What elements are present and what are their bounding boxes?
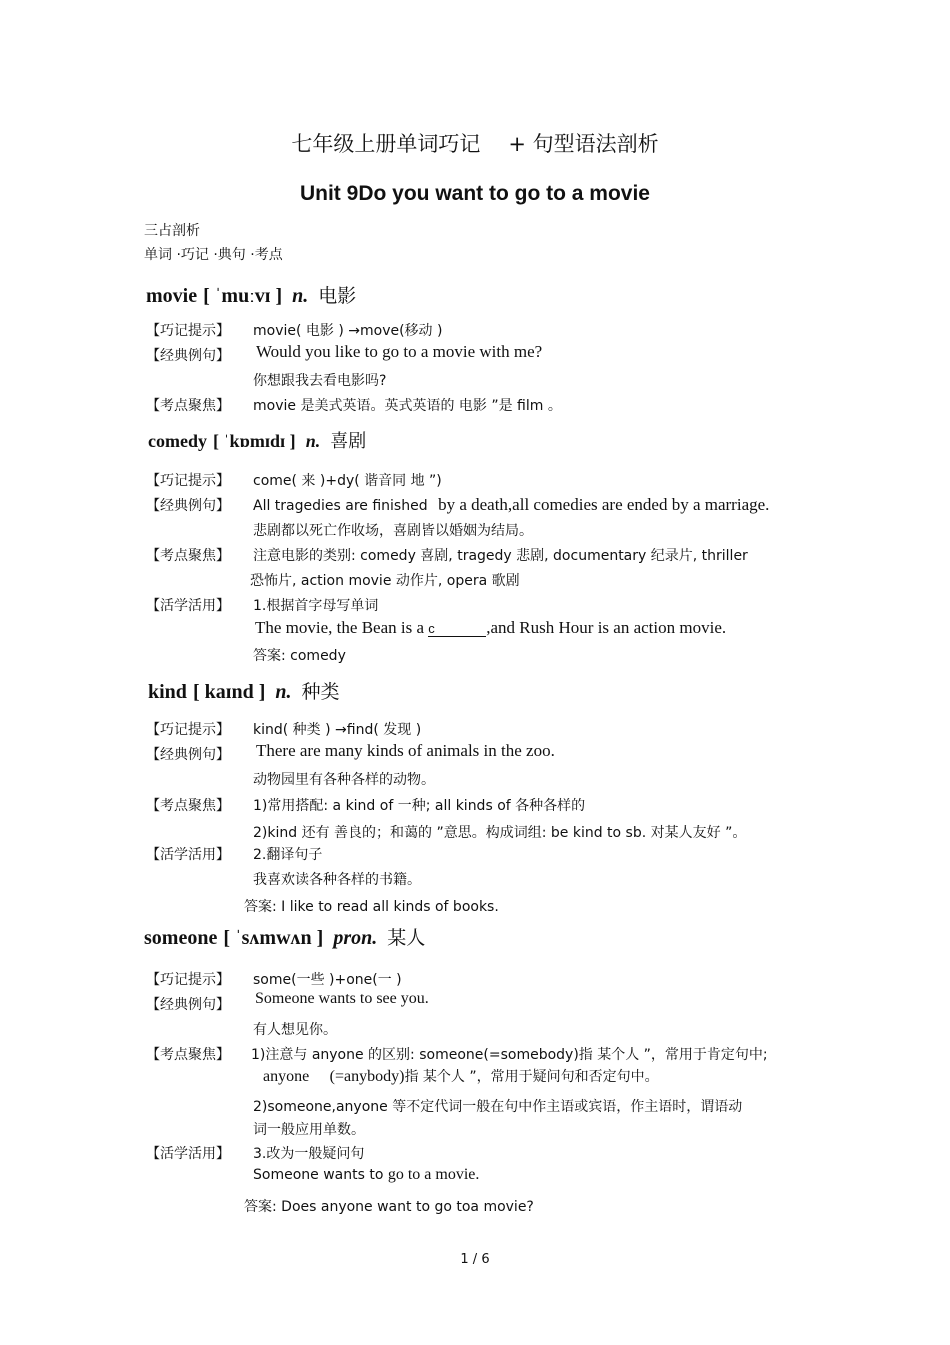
label-practice: 【活学活用】 bbox=[146, 847, 230, 863]
someone-focus-1: 1)注意与 anyone 的区别: someone(=somebody)指 某个人 ”，常用于肯定句中; bbox=[251, 1047, 768, 1063]
intro-line-1: 三占剖析 bbox=[144, 223, 200, 239]
practice-b: go to a movie. bbox=[387, 1166, 480, 1183]
comedy-tip: come( 来 )+dy( 谐音同 地 ”) bbox=[253, 473, 442, 489]
comedy-example-b: by a death,all comedies are ended by a marriage. bbox=[438, 495, 770, 514]
title-plus: + 句型语法剖析 bbox=[508, 132, 659, 156]
comedy-focus-1: 注意电影的类别: comedy 喜剧, tragedy 悲剧, documentary 纪录片, thriller bbox=[253, 548, 748, 564]
label-example: 【经典例句】 bbox=[146, 348, 230, 364]
focus-anybody: (=anybody) bbox=[329, 1068, 405, 1085]
comedy-focus-2: 恐怖片, action movie 动作片, opera 歌剧 bbox=[250, 573, 520, 589]
word-pos: pron. bbox=[333, 927, 378, 949]
comedy-practice-1: 1.根据首字母写单词 bbox=[253, 598, 379, 614]
word-head: comedy bbox=[148, 431, 207, 451]
title-main: 七年级上册单词巧记 bbox=[291, 132, 481, 156]
comedy-example bbox=[253, 495, 769, 515]
kind-example-en: There are many kinds of animals in the zoo. bbox=[256, 741, 555, 760]
movie-focus: movie 是美式英语。英式英语的 电影 ”是 film 。 bbox=[253, 398, 562, 414]
unit-title: Unit 9Do you want to go to a movie bbox=[299, 182, 650, 205]
someone-example-en: Someone wants to see you. bbox=[255, 990, 429, 1007]
word-meaning: 某人 bbox=[387, 927, 426, 949]
document-title bbox=[0, 128, 950, 158]
label-focus: 【考点聚焦】 bbox=[146, 1047, 230, 1063]
label-practice: 【活学活用】 bbox=[146, 598, 230, 614]
label-tip: 【巧记提示】 bbox=[146, 473, 230, 489]
kind-practice-2: 我喜欢读各种各样的书籍。 bbox=[253, 872, 421, 888]
label-focus: 【考点聚焦】 bbox=[146, 548, 230, 564]
focus-rest: 指 某个人 ”，常用于疑问句和否定句中。 bbox=[404, 1069, 659, 1085]
word-meaning: 电影 bbox=[318, 285, 357, 307]
label-example: 【经典例句】 bbox=[146, 997, 230, 1013]
word-pos: n. bbox=[292, 285, 309, 307]
kind-tip: kind( 种类 ) →find( 发现 ) bbox=[253, 722, 422, 738]
kind-example-cn: 动物园里有各种各样的动物。 bbox=[253, 772, 435, 788]
someone-focus-2 bbox=[263, 1066, 659, 1086]
word-phonetic: [ kaɪnd ] bbox=[192, 681, 266, 703]
kind-practice-1: 2.翻译句子 bbox=[253, 847, 323, 863]
label-practice: 【活学活用】 bbox=[146, 1146, 230, 1162]
kind-answer: 答案: I like to read all kinds of books. bbox=[244, 899, 499, 915]
label-tip: 【巧记提示】 bbox=[146, 722, 230, 738]
movie-example-en: Would you like to go to a movie with me? bbox=[256, 342, 543, 361]
intro-line-2: 单词 ·巧记 ·典句 ·考点 bbox=[144, 247, 283, 263]
movie-tip: movie( 电影 ) →move(移动 ) bbox=[253, 323, 443, 339]
word-heading-someone bbox=[144, 923, 425, 950]
word-phonetic: [ ˈsʌmwʌn ] bbox=[223, 927, 324, 949]
word-pos: n. bbox=[275, 681, 292, 703]
word-pos: n. bbox=[305, 431, 321, 451]
practice-a: Someone wants to bbox=[253, 1167, 384, 1183]
label-tip: 【巧记提示】 bbox=[146, 972, 230, 988]
word-heading-kind bbox=[148, 677, 340, 704]
someone-example-cn: 有人想见你。 bbox=[253, 1022, 337, 1038]
word-phonetic: [ ˈmuːvɪ ] bbox=[203, 285, 283, 307]
comedy-example-a: All tragedies are finished bbox=[253, 498, 428, 514]
word-head: someone bbox=[144, 927, 218, 949]
someone-focus-3: 2)someone,anyone 等不定代词一般在句中作主语或宾语，作主语时，谓语动 bbox=[253, 1099, 743, 1115]
someone-practice-sentence bbox=[253, 1166, 479, 1184]
comedy-example-cn: 悲剧都以死亡作收场，喜剧皆以婚姻为结局。 bbox=[253, 523, 533, 539]
focus-anyone: anyone bbox=[263, 1068, 310, 1085]
word-meaning: 种类 bbox=[301, 681, 340, 703]
movie-example-cn: 你想跟我去看电影吗? bbox=[253, 373, 387, 389]
word-head: kind bbox=[148, 681, 187, 703]
page-number: 1 / 6 bbox=[460, 1252, 490, 1267]
label-tip: 【巧记提示】 bbox=[146, 323, 230, 339]
word-phonetic: [ ˈkɒmɪdɪ ] bbox=[212, 431, 296, 451]
practice-sentence-a: The movie, the Bean is a bbox=[255, 618, 425, 637]
word-meaning: 喜剧 bbox=[330, 431, 367, 452]
word-heading-movie bbox=[146, 281, 356, 308]
someone-answer: 答案: Does anyone want to go toa movie? bbox=[244, 1199, 534, 1215]
someone-focus-4: 词一般应用单数。 bbox=[253, 1122, 365, 1138]
comedy-answer: 答案: comedy bbox=[253, 648, 346, 664]
practice-sentence-b: ,and Rush Hour is an action movie. bbox=[486, 618, 727, 637]
kind-focus-2: 2)kind 还有 善良的；和蔼的 ”意思。构成词组: be kind to sb. 对某人友好 ”。 bbox=[253, 825, 747, 841]
kind-focus-1: 1)常用搭配: a kind of 一种; all kinds of 各种各样的 bbox=[253, 798, 586, 814]
label-example: 【经典例句】 bbox=[146, 498, 230, 514]
answer-blank[interactable]: c bbox=[428, 621, 486, 637]
label-focus: 【考点聚焦】 bbox=[146, 798, 230, 814]
word-heading-comedy bbox=[148, 427, 366, 453]
word-head: movie bbox=[146, 285, 198, 307]
someone-practice-1: 3.改为一般疑问句 bbox=[253, 1146, 365, 1162]
someone-tip: some(一些 )+one(一 ) bbox=[253, 972, 402, 988]
label-focus: 【考点聚焦】 bbox=[146, 398, 230, 414]
comedy-practice-sentence bbox=[255, 618, 726, 638]
label-example: 【经典例句】 bbox=[146, 747, 230, 763]
